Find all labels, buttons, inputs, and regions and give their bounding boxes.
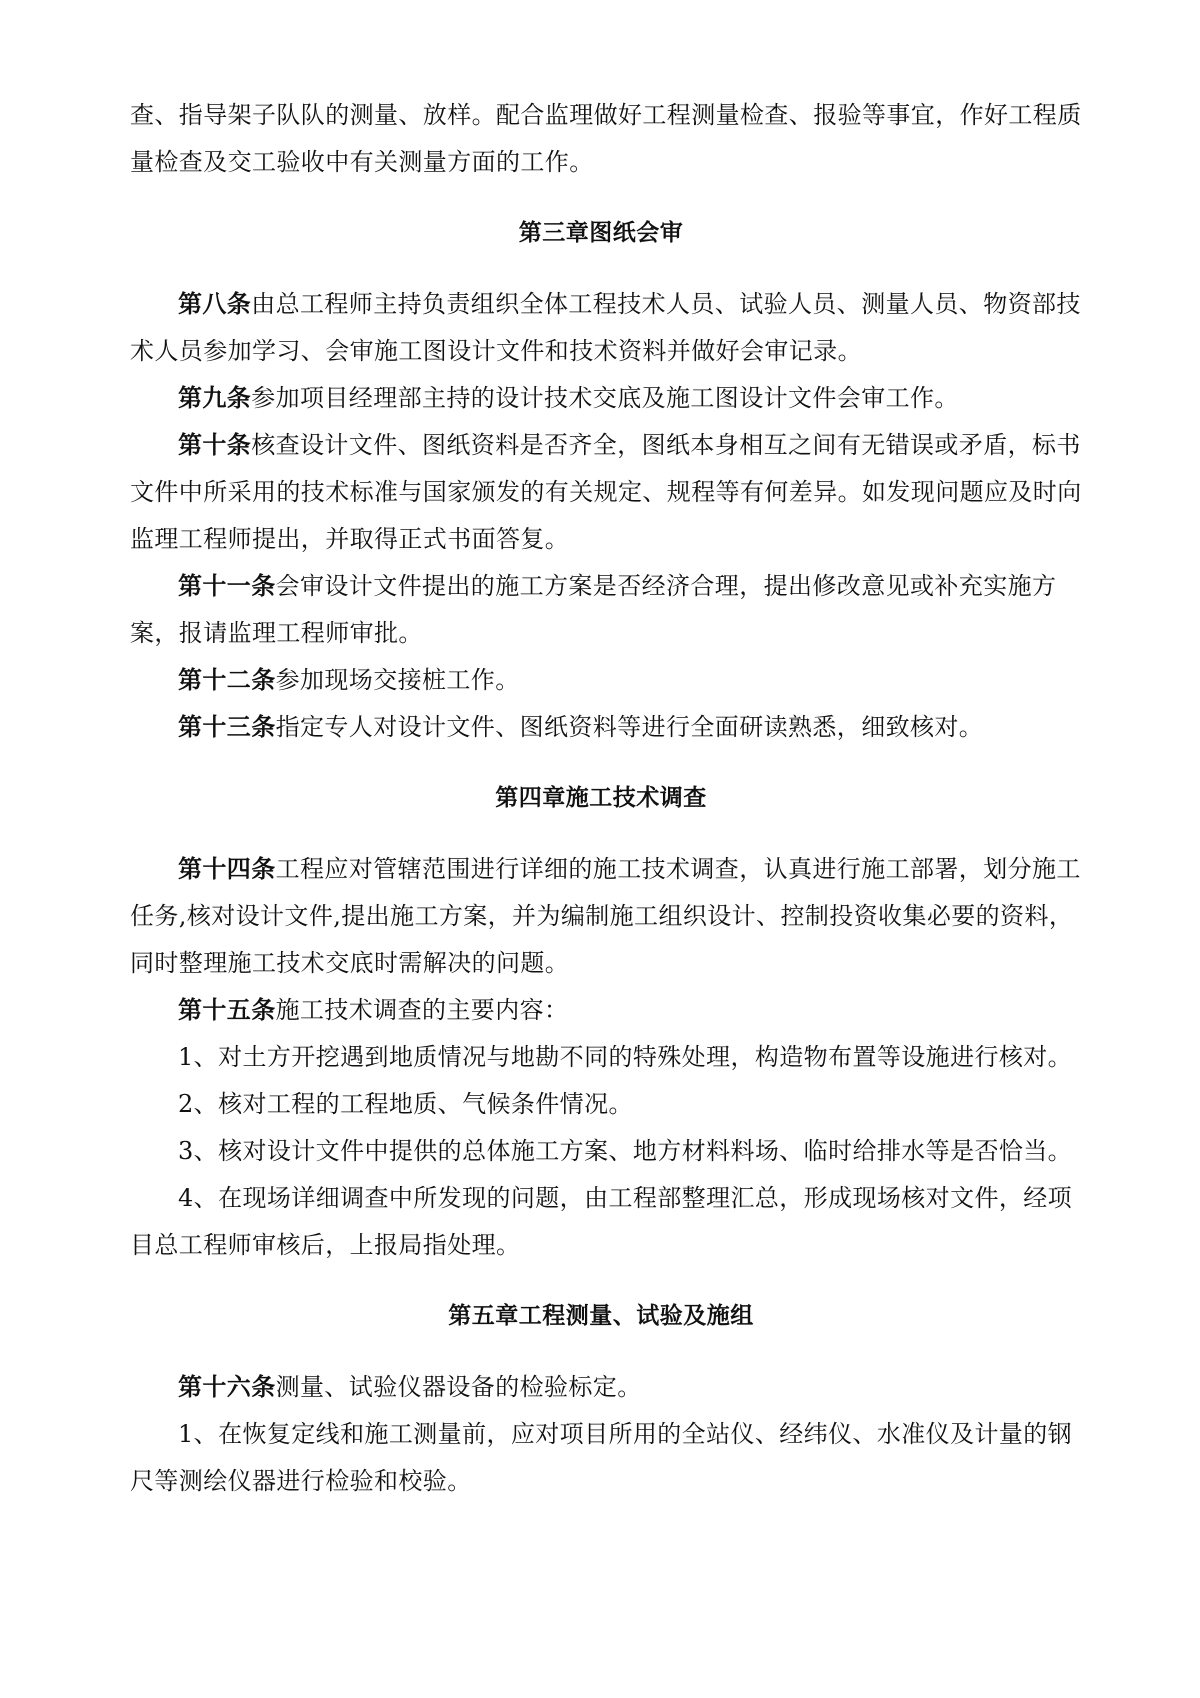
article-11-line-2: 案，报请监理工程师审批。 xyxy=(130,619,423,647)
article-14-line-2: 任务,核对设计文件,提出施工方案，并为编制施工组织设计、控制投资收集必要的资料， xyxy=(130,902,1074,930)
article-12-text: 参加现场交接桩工作。 xyxy=(275,666,520,694)
article-12-number: 第十二条 xyxy=(178,666,276,694)
article-8-number: 第八条 xyxy=(178,290,252,318)
article-15-item-4-line-2: 目总工程师审核后，上报局指处理。 xyxy=(130,1231,521,1259)
article-16-line-1 xyxy=(130,1364,1072,1411)
article-15-item-2: 2、核对工程的工程地质、气候条件情况。 xyxy=(178,1090,633,1118)
article-13-line-1 xyxy=(130,704,1072,751)
article-9-number: 第九条 xyxy=(178,384,252,412)
article-10-number: 第十条 xyxy=(178,431,252,459)
article-16-number: 第十六条 xyxy=(178,1373,276,1401)
chapter-3-heading: 第三章图纸会审 xyxy=(518,220,684,246)
article-15-item-3: 3、核对设计文件中提供的总体施工方案、地方材料料场、临时给排水等是否恰当。 xyxy=(178,1137,1073,1165)
chapter-5-heading: 第五章工程测量、试验及施组 xyxy=(448,1303,754,1329)
article-14-line-1 xyxy=(130,846,1081,893)
article-10-line-3: 监理工程师提出，并取得正式书面答复。 xyxy=(130,525,570,553)
article-11-line-1 xyxy=(130,563,1072,610)
article-15-text: 施工技术调查的主要内容： xyxy=(275,996,569,1024)
article-16-item-1-line-1: 1、在恢复定线和施工测量前，应对项目所用的全站仪、经纬仪、水准仪及计量的钢 xyxy=(178,1420,1073,1448)
paragraph-continuation-line-2: 量检查及交工验收中有关测量方面的工作。 xyxy=(130,148,594,176)
article-16-item-1-line-2: 尺等测绘仪器进行检验和校验。 xyxy=(130,1467,472,1495)
article-14-number: 第十四条 xyxy=(178,855,276,883)
article-15-item-1: 1、对土方开挖遇到地质情况与地勘不同的特殊处理，构造物布置等设施进行核对。 xyxy=(178,1043,1073,1071)
article-10-text: 核查设计文件、图纸资料是否齐全，图纸本身相互之间有无错误或矛盾，标书 xyxy=(251,431,1081,459)
article-10-line-2: 文件中所采用的技术标准与国家颁发的有关规定、规程等有何差异。如发现问题应及时向 xyxy=(130,478,1082,506)
article-13-number: 第十三条 xyxy=(178,713,276,741)
article-13-text: 指定专人对设计文件、图纸资料等进行全面研读熟悉，细致核对。 xyxy=(275,713,984,741)
article-9-line-1 xyxy=(130,375,1072,422)
article-15-item-4-line-1: 4、在现场详细调查中所发现的问题，由工程部整理汇总，形成现场核对文件，经项 xyxy=(178,1184,1073,1212)
article-14-line-3: 同时整理施工技术交底时需解决的问题。 xyxy=(130,949,570,977)
article-11-number: 第十一条 xyxy=(178,572,276,600)
article-8-text: 由总工程师主持负责组织全体工程技术人员、试验人员、测量人员、物资部技 xyxy=(251,290,1081,318)
article-8-line-2: 术人员参加学习、会审施工图设计文件和技术资料并做好会审记录。 xyxy=(130,337,862,365)
article-14-text: 工程应对管辖范围进行详细的施工技术调查，认真进行施工部署，划分施工 xyxy=(275,855,1081,883)
article-12-line-1 xyxy=(130,657,1072,704)
article-11-text: 会审设计文件提出的施工方案是否经济合理，提出修改意见或补充实施方 xyxy=(275,572,1057,600)
paragraph-continuation-line-1: 查、指导架子队队的测量、放样。配合监理做好工程测量检查、报验等事宜，作好工程质 xyxy=(130,101,1082,129)
article-10-line-1 xyxy=(130,422,1081,469)
article-15-number: 第十五条 xyxy=(178,996,276,1024)
article-8-line-1 xyxy=(130,281,1081,328)
article-15-line-1 xyxy=(130,987,1072,1034)
article-16-text: 测量、试验仪器设备的检验标定。 xyxy=(275,1373,642,1401)
chapter-4-heading: 第四章施工技术调查 xyxy=(495,785,707,811)
article-9-text: 参加项目经理部主持的设计技术交底及施工图设计文件会审工作。 xyxy=(251,384,959,412)
